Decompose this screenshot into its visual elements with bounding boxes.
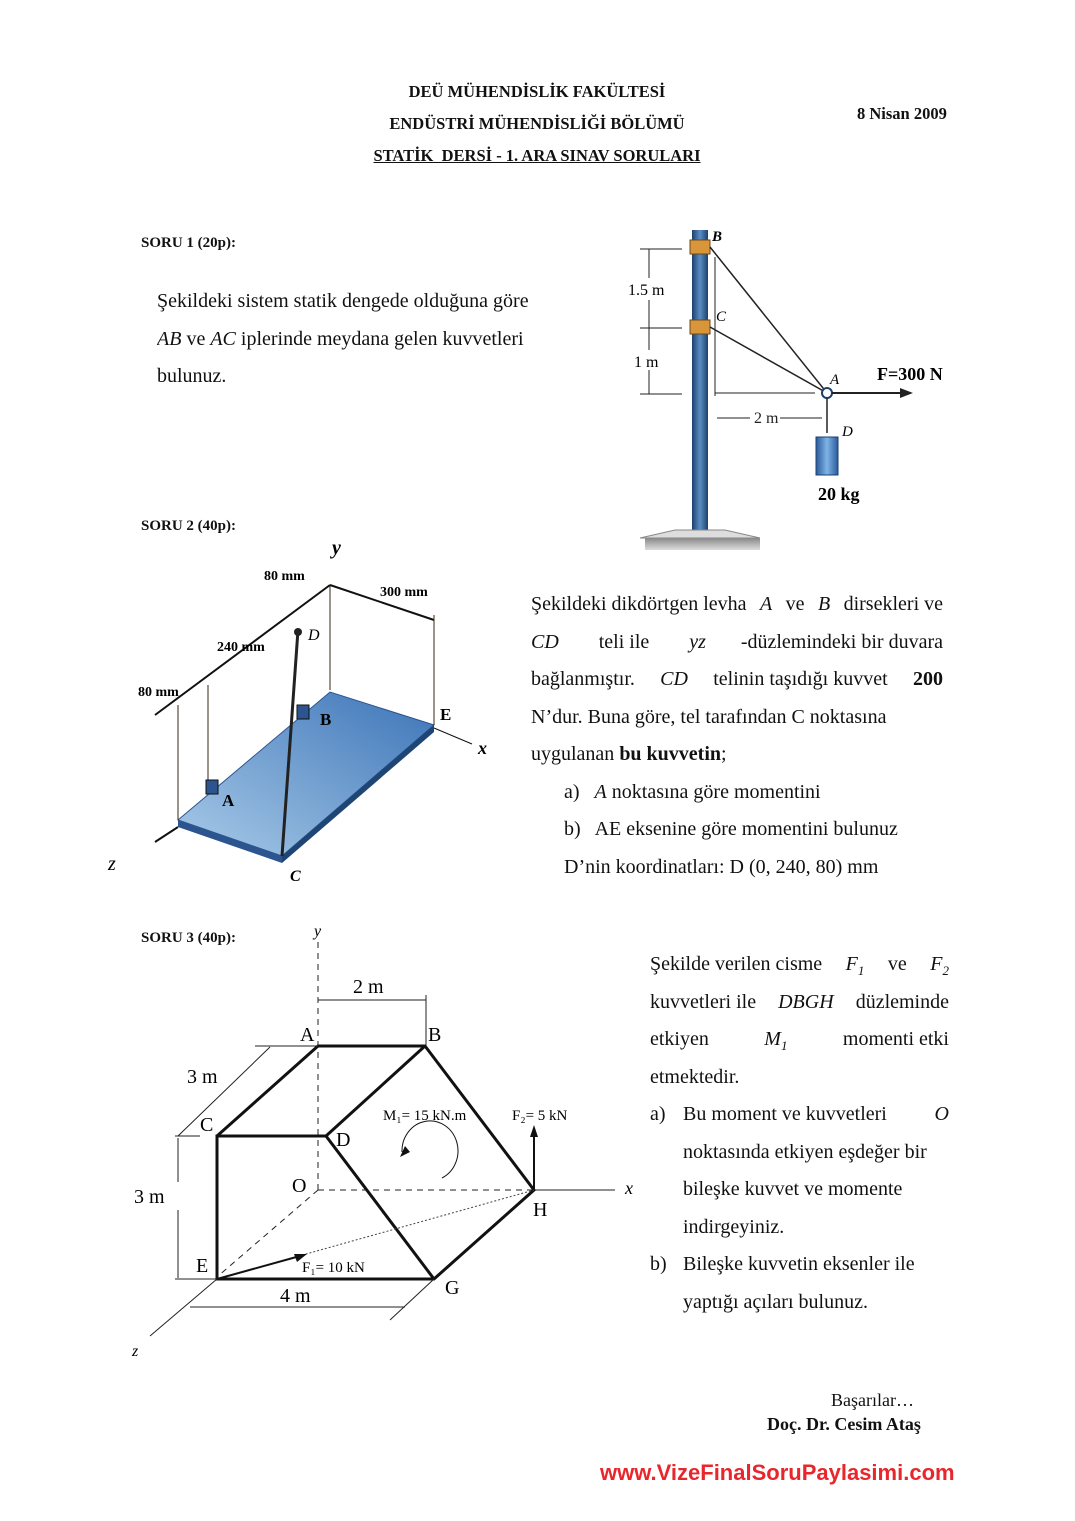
item-text: noktasında etkiyen eşdeğer bir — [683, 1140, 927, 1163]
dim-80-left: 80 mm — [138, 685, 179, 700]
q3-text: etkiyen — [650, 1028, 714, 1050]
dim-3m-diag — [178, 1047, 270, 1136]
dim-4m: 4 m — [280, 1285, 311, 1307]
q3-line3 — [650, 1021, 949, 1059]
question-2-figure — [100, 540, 520, 890]
q2-line1 — [531, 586, 943, 624]
label-c: C — [290, 868, 301, 885]
dim-2m: 2 m — [754, 410, 779, 427]
rope-ac-line — [710, 327, 827, 393]
q2-text: telinin taşıdığı kuvvet — [708, 668, 893, 690]
axis-z-label: z — [108, 853, 116, 875]
label-b: B — [712, 229, 723, 245]
question-1-text — [157, 283, 570, 396]
label-c: C — [716, 309, 727, 325]
q2-bold: bu kuvvetin — [619, 743, 722, 765]
f1-sub: 1 — [857, 963, 865, 978]
pole — [692, 230, 708, 530]
bracket-a-ref: A — [759, 593, 773, 615]
f2-arrowhead — [530, 1125, 538, 1137]
point-d — [294, 628, 302, 636]
q2-text: teli ile — [593, 630, 655, 653]
dim-240: 240 mm — [217, 640, 265, 655]
q1-rest: iplerinde meydana gelen kuvvetleri — [235, 327, 524, 350]
q3-text: düzleminde — [850, 990, 949, 1013]
item-text: indirgeyiniz. — [683, 1215, 785, 1238]
edge-dg — [326, 1136, 434, 1279]
item-label: a) — [564, 780, 580, 803]
item-text — [683, 1096, 949, 1134]
collar-b — [690, 240, 710, 254]
watermark-text: www.VizeFinalSoruPaylasimi.com — [600, 1460, 955, 1485]
label-e: E — [440, 705, 452, 724]
question-2-title: SORU 2 (40p): — [141, 518, 237, 534]
bracket-b — [297, 705, 309, 719]
department-title: ENDÜSTRİ MÜHENDİSLİĞİ BÖLÜMÜ — [389, 114, 685, 133]
item-text: noktasına göre momentini — [606, 780, 821, 803]
q3-text: Şekilde verilen cisme — [650, 953, 828, 975]
rope-ab-line — [710, 247, 827, 393]
q2-text: -düzlemindeki bir duvara — [740, 630, 943, 653]
exam-title: STATİK DERSİ - 1. ARA SINAV SORULARI — [373, 146, 701, 165]
q2-text: ; — [721, 743, 727, 765]
ground — [645, 538, 760, 550]
dim-1-5m: 1.5 m — [628, 282, 665, 299]
label-d: D — [842, 424, 853, 440]
dim-80-top: 80 mm — [264, 569, 305, 584]
question-3-figure — [120, 920, 640, 1360]
axis-x-label: x — [478, 738, 487, 758]
f2-ref: F — [930, 953, 943, 975]
q2-line2 — [531, 624, 943, 662]
exam-date: 8 Nisan 2009 — [857, 104, 947, 123]
axis-y-label: y — [332, 540, 341, 559]
q2-coords: D’nin koordinatları: D (0, 240, 80) mm — [564, 855, 879, 878]
question-1-figure — [620, 220, 970, 555]
plane-ref: DBGH — [778, 990, 834, 1013]
mass-label: 20 kg — [818, 484, 860, 504]
label-a: A — [830, 372, 840, 388]
q2-item-b — [531, 811, 943, 849]
f1-arrow — [217, 1256, 300, 1279]
question-3-title: SORU 3 (40p): — [141, 930, 237, 946]
q2-line4: N’dur. Buna göre, tel tarafından C noktasına — [531, 705, 887, 728]
q3-text: kuvvetleri ile — [650, 990, 762, 1013]
x-axis — [434, 728, 472, 744]
f2-symbol — [930, 946, 949, 984]
label-h: H — [533, 1199, 548, 1221]
q3-line4: etmektedir. — [650, 1065, 740, 1088]
axis-x-label: x — [625, 1178, 633, 1198]
q1-line3: bulunuz. — [157, 365, 227, 387]
q1-conj: ve — [181, 327, 211, 350]
moment-label: M₁= 15 kN.m — [383, 1108, 467, 1124]
plane-ref: yz — [689, 630, 706, 653]
q2-text: dirsekleri ve — [838, 593, 943, 615]
label-b: B — [320, 710, 332, 729]
f1-symbol — [846, 946, 865, 984]
label-e: E — [196, 1255, 209, 1277]
bracket-b-ref: B — [817, 593, 831, 615]
item-text: Bu moment ve kuvvetleri — [683, 1103, 892, 1125]
z-axis — [155, 827, 178, 842]
item-label: b) — [650, 1253, 667, 1275]
label-d: D — [308, 627, 320, 644]
question-3-text — [650, 946, 949, 1321]
q1-line2 — [157, 321, 570, 359]
dim-2m: 2 m — [353, 976, 384, 998]
moment-ref: M — [764, 1028, 781, 1050]
q2-text: ve — [780, 593, 810, 615]
moment-sub: 1 — [780, 1038, 788, 1053]
question-2-text — [531, 586, 943, 886]
q3-text: momenti etki — [837, 1028, 949, 1050]
item-text: AE eksenine göre momentini bulunuz — [594, 818, 898, 840]
f2-sub: 2 — [942, 963, 949, 978]
label-b: B — [428, 1024, 442, 1046]
force-arrowhead — [900, 388, 913, 398]
point-ref: A — [594, 780, 607, 803]
dim-3m-top: 3 m — [187, 1066, 218, 1088]
m1-symbol — [764, 1021, 787, 1059]
point-o-ref: O — [934, 1103, 949, 1125]
ring-a — [822, 388, 832, 398]
bracket-a — [206, 780, 218, 794]
f2-label: F₂= 5 kN — [512, 1108, 568, 1124]
label-g: G — [445, 1277, 460, 1299]
wire-ref: CD — [660, 668, 688, 690]
label-a: A — [300, 1024, 315, 1046]
item-label: b) — [564, 818, 581, 840]
item-text: yaptığı açıları bulunuz. — [683, 1290, 868, 1313]
rope-ac: AC — [210, 327, 236, 350]
closing-wish: Başarılar… — [831, 1390, 914, 1410]
q3-item-b — [650, 1246, 949, 1321]
force-value: 200 — [912, 668, 943, 690]
q2-text: bağlanmıştır. — [531, 668, 640, 690]
axis-y-label: y — [314, 923, 322, 940]
label-o: O — [292, 1175, 307, 1197]
q2-line5 — [531, 736, 943, 774]
q3-text: ve — [882, 953, 912, 975]
dim-3m-left: 3 m — [134, 1186, 165, 1208]
q2-text: uygulanan — [531, 743, 620, 765]
q2-item-a — [531, 774, 943, 812]
q3-line2 — [650, 984, 949, 1022]
f1-label: F₁= 10 kN — [302, 1260, 365, 1276]
q2-line3 — [531, 661, 943, 699]
rope-ab: AB — [157, 327, 182, 350]
axis-z-label: z — [132, 1343, 139, 1360]
label-d: D — [336, 1129, 351, 1151]
item-text: Bileşke kuvvetin eksenler ile — [683, 1253, 915, 1275]
moment-arc — [402, 1121, 458, 1178]
dim-300: 300 mm — [380, 585, 428, 600]
question-1-title: SORU 1 (20p): — [141, 235, 237, 251]
body-edges — [217, 1046, 534, 1279]
label-c: C — [200, 1114, 214, 1136]
pole-base — [640, 530, 760, 538]
item-text: bileşke kuvvet ve momente — [683, 1178, 903, 1200]
author-name: Doç. Dr. Cesim Ataş — [767, 1414, 921, 1434]
q3-line1 — [650, 946, 949, 984]
label-a: A — [222, 791, 235, 810]
weight-block — [816, 437, 838, 475]
wire-ref: CD — [531, 630, 559, 653]
force-label: F=300 N — [877, 364, 943, 384]
dim-1m: 1 m — [634, 354, 659, 371]
q1-line1: Şekildeki sistem statik dengede olduğuna göre — [157, 290, 529, 312]
f1-ref: F — [845, 953, 858, 975]
faculty-title: DEÜ MÜHENDİSLİK FAKÜLTESİ — [408, 82, 666, 101]
collar-c — [690, 320, 710, 334]
q3-item-a — [650, 1096, 949, 1246]
item-label: a) — [650, 1103, 666, 1125]
q2-text: Şekildeki dikdörtgen levha — [531, 593, 752, 615]
